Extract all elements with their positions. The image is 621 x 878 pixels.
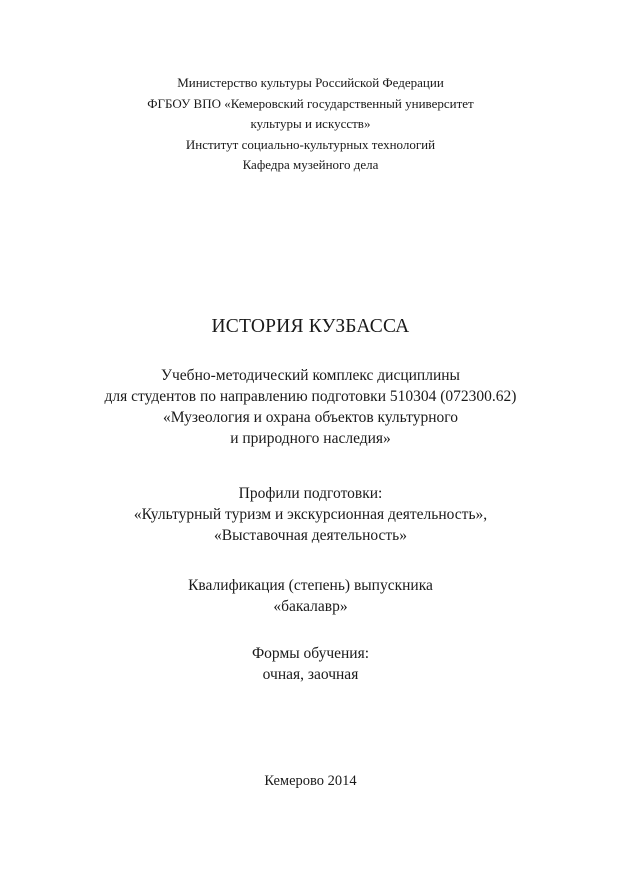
course-description [0,365,621,449]
complex-line-3: «Музеология и охрана объектов культурного [163,409,458,426]
document-title [0,314,621,340]
training-profiles [0,483,621,546]
university-line-continued: культуры и искусств» [250,116,371,131]
footer-text: Кемерово 2014 [264,773,357,789]
profile-item-exhibition: «Выставочная деятельность» [213,527,408,544]
ministry-line: Министерство культуры Российской Федерации [177,75,444,90]
qualification-value: «бакалавр» [273,598,348,615]
profiles-heading: Профили подготовки: [238,485,383,502]
city-year-footer [0,771,621,791]
department-line: Кафедра музейного дела [242,157,379,172]
profile-item-tourism: «Культурный туризм и экскурсионная деятельность», [133,506,488,523]
graduate-qualification [0,575,621,617]
complex-line-1: Учебно-методический комплекс дисциплины [161,367,460,384]
study-forms [0,643,621,685]
forms-value: очная, заочная [262,666,359,683]
university-line: ФГБОУ ВПО «Кемеровский государственный университет [147,95,474,111]
title-text: ИСТОРИЯ КУЗБАССА [211,316,410,337]
institute-line: Институт социально-культурных технологий [185,136,436,152]
forms-heading: Формы обучения: [251,645,370,662]
institution-header [0,73,621,176]
complex-line-4: и природного наследия» [230,430,391,447]
qualification-heading: Квалификация (степень) выпускника [188,577,433,594]
complex-line-2: для студентов по направлению подготовки 510304 (072300.62) [104,388,517,405]
